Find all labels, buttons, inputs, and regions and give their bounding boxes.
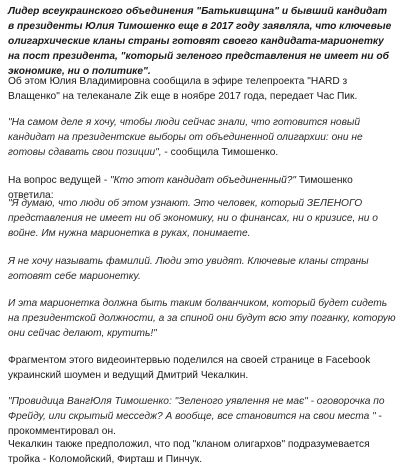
quote-2: "Я думаю, что люди об этом узнают. Это человек, который ЗЕЛЕНОГО представления не имеет ни об экономику, ни о финансах, ни о кризисе, ни о войне. Им нужна марионетка в руках, понимаете. <box>8 198 378 239</box>
question-quote: "Кто этот кандидат объединенный?" <box>110 175 297 186</box>
quote-1: "На самом деле я хочу, чтобы люди сейчас знали, что готовится новый кандидат на президентские выборы от объединенной олигархии: они не готовы сдавать свои позиции", <box>8 117 363 158</box>
lead-paragraph: Лидер всеукраинского объединения "Батькивщина" и бывший кандидат в президенты Юлия Тимошенко еще в 2017 году заявляла, что ключевые олигархические кланы страны готовят своего кандидата-марионетку на пост президента, "который зеленого представления не имеет ни об экономике, ни о политике". <box>8 6 392 77</box>
paragraph-conclusion: Чекалкин также предположил, что под "кланом олигархов" подразумевается тройка - Коломойский, Фирташ и Пинчук. <box>8 439 370 465</box>
quote-5-attribution: - прокомментировал он. <box>8 411 382 437</box>
quote-4: И эта марионетка должна быть таким болванчиком, который будет сидеть на президентской должности, а за спиной они будут всю эту поганку, которую они сейчас делают, крутить!" <box>8 298 396 339</box>
paragraph-source: Об этом Юлия Владимировна сообщила в эфире телепроекта "HARD з Влащенко" на телеканале Zik еще в ноябре 2017 года, передает Час Пик. <box>8 76 358 102</box>
paragraph-facebook: Фрагментом этого видеоинтервью поделился на своей странице в Facebook украинский шоумен и ведущий Дмитрий Чекалкин. <box>8 355 371 381</box>
question-answer-intro: Тимошенко ответила: <box>8 175 353 201</box>
quote-1-attribution: - сообщила Тимошенко. <box>161 147 279 158</box>
paragraph-quote-5 <box>8 394 396 439</box>
question-intro: На вопрос ведущей - <box>8 175 111 186</box>
paragraph-quote-1 <box>8 115 396 160</box>
quote-3: Я не хочу называть фамилий. Люди это увидят. Ключевые кланы страны готовят себе марионетку. <box>8 256 369 282</box>
quote-5: "Провидица ВангЮля Тимошенко: "Зеленого уявлення не має" - оговорочка по Фрейду, или скрытый месседж? А вообще, все становится на свои места " <box>8 396 385 422</box>
